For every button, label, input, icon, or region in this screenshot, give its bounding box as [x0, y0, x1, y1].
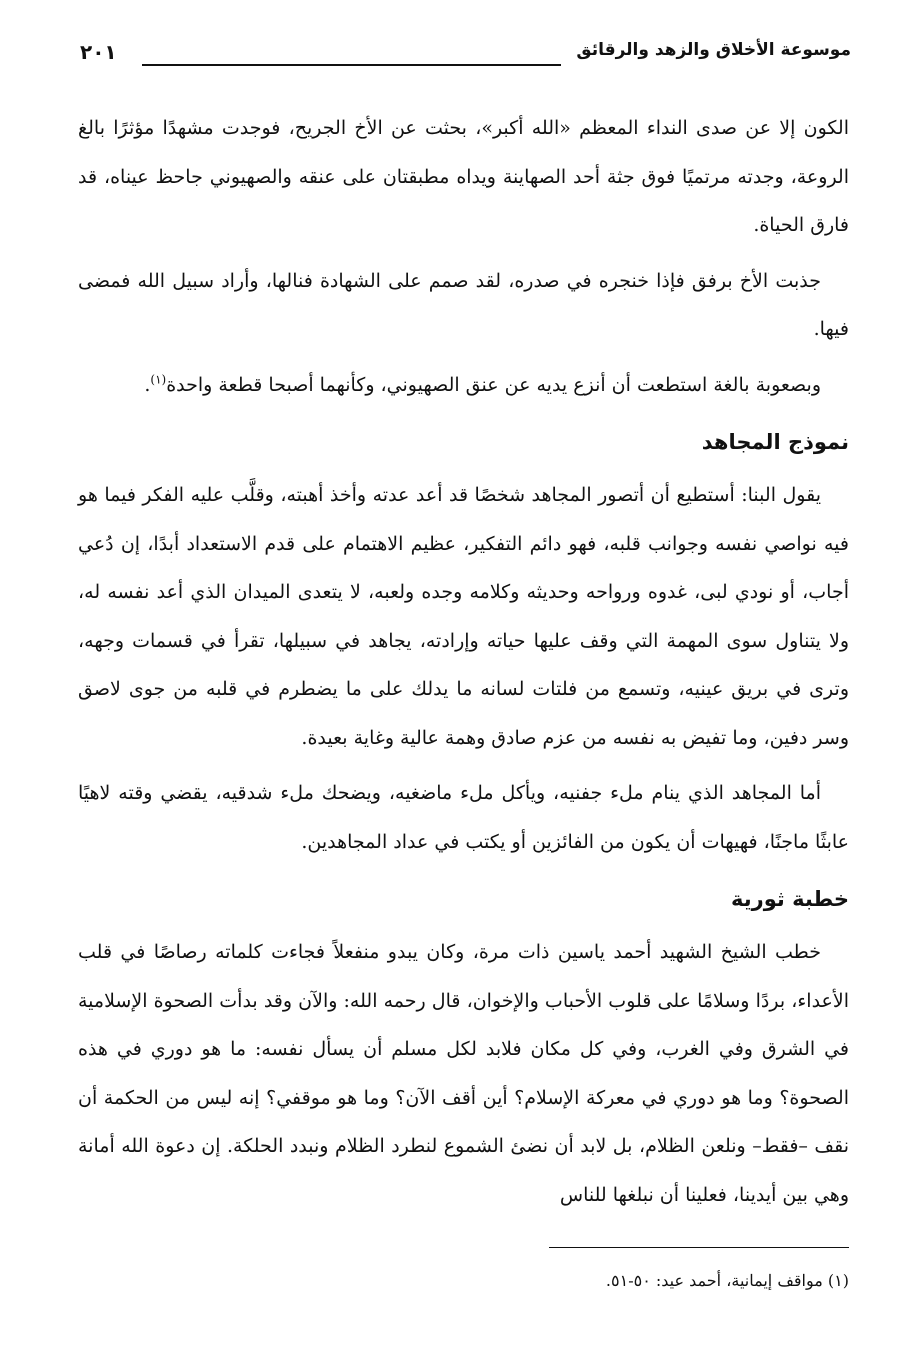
- paragraph-3: [78, 361, 849, 410]
- section-heading-revolutionary-sermon: خطبة ثورية: [731, 887, 849, 911]
- paragraph-2: جذبت الأخ برفق فإذا خنجره في صدره، لقد صمم على الشهادة فنالها، وأراد سبيل الله فمضى فيها.: [78, 269, 849, 340]
- paragraph-4: يقول البنا: أستطيع أن أتصور المجاهد شخصًا قد أعد عدته وأخذ أهبته، وقلَّب عليه الفكر فيما هو فيه نواصي نفسه وجوانب قلبه، فهو دائم التفكير، عظيم الاهتمام على قدم الاستعداد أبدًا، إن دُعي أجاب، أو نودي لبى، غدوه ورواحه وحديثه وكلامه وجده ولعبه، لا يتعدى الميدان الذي أعد نفسه له، ولا يتناول سوى المهمة التي وقف عليها حياته وإرادته، يجاهد في سبيلها، تقرأ في قسمات وجهه، وترى في بريق عينيه، وتسمع من فلتات لسانه ما يدلك على ما يضطرم في قلبه من جوى لاصق وسر دفين، وما تفيض به نفسه من عزم صادق وهمة عالية وغاية بعيدة.: [78, 484, 849, 749]
- paragraph-3-text: وبصعوبة بالغة استطعت أن أنزع يديه عن عنق الصهيوني، وكأنهما أصبحا قطعة واحدة: [166, 373, 821, 396]
- footnote-separator: [549, 1247, 849, 1248]
- paragraph-5: أما المجاهد الذي ينام ملء جفنيه، ويأكل ملء ماضغيه، ويضحك ملء شدقيه، يقضي وقته لاهيًا عابثًا ماجنًا، فهيهات أن يكون من الفائزين أو يكتب في عداد المجاهدين.: [78, 782, 849, 853]
- body-text: [78, 104, 849, 1226]
- paragraph-3-end: .: [144, 373, 151, 396]
- footnote: (١) مواقف إيمانية، أحمد عيد: ٥٠-٥١.: [605, 1271, 849, 1290]
- running-header: [80, 40, 851, 72]
- section-heading-mujahid-model: نموذج المجاهد: [701, 430, 849, 454]
- book-title: موسوعة الأخلاق والزهد والرقائق: [576, 40, 851, 60]
- paragraph-1: الكون إلا عن صدى النداء المعظم «الله أكبر»، بحثت عن الأخ الجريح، فوجدت مشهدًا مؤثرًا بالغ الروعة، وجدته مرتميًا فوق جثة أحد الصهاينة ويداه مطبقتان على عنقه والصهيوني جاحظ عيناه، قد فارق الحياة.: [78, 117, 849, 236]
- paragraph-6: خطب الشيخ الشهيد أحمد ياسين ذات مرة، وكان يبدو منفعلاً فجاءت كلماته رصاصًا في قلب الأعداء، بردًا وسلامًا على قلوب الأحباب والإخوان، قال رحمه الله: والآن وقد بدأت الصحوة الإسلامية في الشرق وفي الغرب، وفي كل مكان فلابد لكل مسلم أن يسأل نفسه: ما هو دوري في هذه الصحوة؟ وما هو دوري في معركة الإسلام؟ أين أقف الآن؟ وما هو موقفي؟ إنه ليس من الحكمة أن نقف –فقط– ونلعن الظلام، بل لابد أن نضئ الشموع لنطرد الظلام ونبدد الحلكة. إن دعوة الله أمانة وهي بين أيدينا، فعلينا أن نبلغها للناس: [78, 941, 849, 1206]
- header-rule: [142, 64, 561, 66]
- page-number: ٢٠١: [80, 40, 117, 64]
- footnote-reference: (١): [150, 372, 167, 387]
